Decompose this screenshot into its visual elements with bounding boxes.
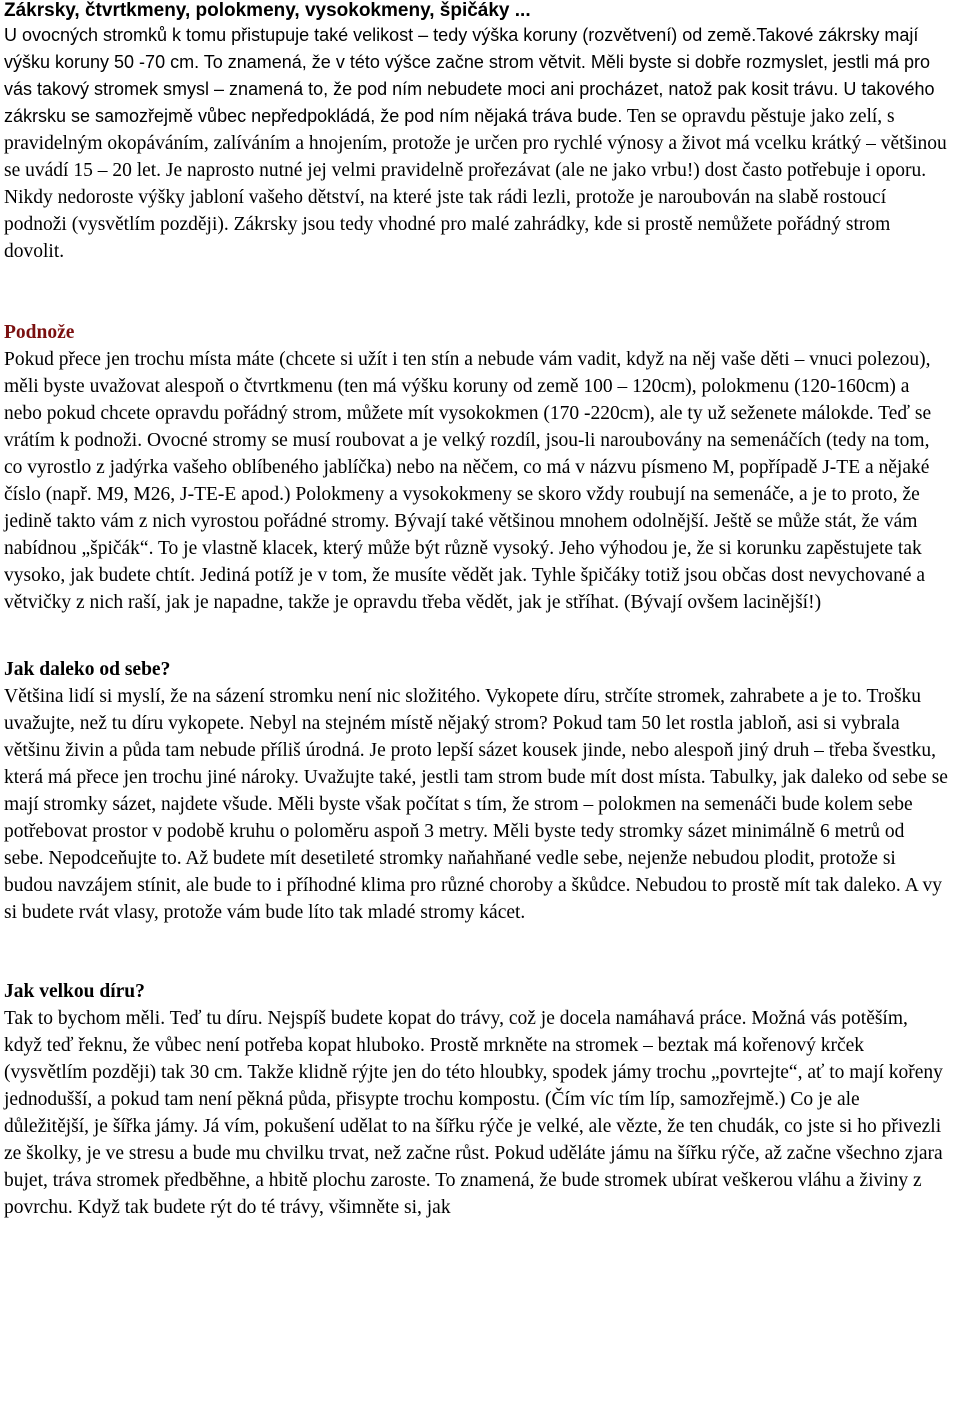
intro-sentence-4: U takového zákrsku se samozřejmě vůbec nepředpokládá, že pod ním nějaká tráva bude. (4, 79, 935, 126)
section-heading-podnoze: Podnože (4, 322, 75, 343)
section-heading-daleko: Jak daleko od sebe? (4, 659, 171, 680)
daleko-paragraph: Většina lidí si myslí, že na sázení stromku není nic složitého. Vykopete díru, strčíte stromek, zahrabete a je to. Trošku uvažujte, než tu díru vykopete. Nebyl na stejném místě nějaký strom? Pokud tam 50 let rostla jabloň, asi si vybrala většinu živin a půda tam nebude příliš úrodná. Je proto lepší sázet kousek jinde, nebo alespoň jiný druh – třeba švestku, která má přece jen trochu jiné nároky. Uvažujte také, jestli tam strom bude mít dost místa. Tabulky, jak daleko od sebe se mají stromky sázet, najdete všude. Měli byste však počítat s tím, že strom – polokmen na semenáči bude kolem sebe potřebovat prostor v podobě kruhu o poloměru aspoň 3 metry. Měli byste tedy stromky sázet minimálně 6 metrů od sebe. Nepodceňujte to. Až budete mít desetileté stromky naňahňané vedle sebe, nejenže nebudou plodit, protože si budou navzájem stínit, ale bude to i příhodné klima pro různé choroby a škůdce. Nebudou to prostě mít tak daleko. A vy si budete rvát vlasy, protože vám bude líto tak mladé stromy kácet. (4, 686, 948, 923)
document-title: Zákrsky, čtvrtkmeny, polokmeny, vysokokmeny, špičáky ... (4, 0, 531, 21)
intro-sentence-1: U ovocných stromků k tomu přistupuje také velikost – tedy výška koruny (rozvětvení) od země. (4, 25, 757, 45)
podnoze-paragraph: Pokud přece jen trochu místa máte (chcete si užít i ten stín a nebude vám vadit, když na něj vaše děti – vnuci polezou), měli byste uvažovat alespoň o čtvrtkmenu (ten má výšku koruny od země 100 – 120cm), polokmenu (120-160cm) a nebo pokud chcete opravdu pořádný strom, můžete mít vysokokmen (170 -220cm), ale ty už seženete málokde. Teď se vrátím k podnoži. Ovocné stromy se musí roubovat a je velký rozdíl, jsou-li naroubovány na semenáčích (tedy na tom, co vyrostlo z jadýrka vašeho oblíbeného jablíčka) nebo na něčem, co má v názvu písmeno M, popřípadě J-TE a nějaké číslo (např. M9, M26, J-TE-E apod.) Polokmeny a vysokokmeny se skoro vždy roubují na semenáče, a je to proto, že jedině takto vám z nich vyrostou pořádné stromy. Bývají také většinou mnohem odolnější. Ještě se může stát, že vám nabídnou „špičák“. To je vlastně klacek, který může být různě vysoký. Jeho výhodou je, že si korunku zapěstujete tak vysoko, jak budete chtít. Jediná potíž je v tom, že musíte vědět jak. Tyhle špičáky totiž jsou občas dost nevychované a větvičky z nich raší, jak je napadne, takže je opravdu třeba vědět, jak je stříhat. (Bývají ovšem lacinější!) (4, 349, 932, 613)
section-heading-dira: Jak velkou díru? (4, 981, 145, 1002)
intro-sentence-5: Ten se opravdu pěstuje jako zelí, s pravidelným okopáváním, zalíváním a hnojením, protože je určen pro rychlé výnosy a život má vcelku krátký – většinou se uvádí 15 – 20 let. Je naprosto nutné jej velmi pravidelně prořezávat (ale ne jako vrbu!) dost často potřebuje i oporu. Nikdy nedoroste výšky jabloní vašeho dětství, na které jste tak rádi lezli, protože je naroubován na slabě rostoucí podnoži (vysvětlím později). Zákrsky jsou tedy vhodné pro malé zahrádky, kde si prostě nemůžete pořádný strom dovolit. (4, 106, 947, 262)
intro-sentence-2: Takové zákrsky mají výšku koruny 50 -70 cm. To znamená, že v této výšce začne strom větvit. (4, 25, 919, 72)
dira-paragraph: Tak to bychom měli. Teď tu díru. Nejspíš budete kopat do trávy, což je docela namáhavá práce. Možná vás potěším, když teď řeknu, že vůbec není potřeba kopat hluboko. Prostě mrkněte na stromek – beztak má kořenový krček (vysvětlím později) tak 30 cm. Takže klidně rýjte jen do této hloubky, spodek jámy trochu „povrtejte“, ať to mají kořeny jednodušší, a pokud tam není pěkná půda, přisypte trochu kompostu. (Čím víc tím líp, samozřejmě.) Co je ale důležitější, je šířka jámy. Já vím, pokušení udělat to na šířku rýče je velké, ale vězte, že ten chudák, co jste si ho přivezli ze školky, je ve stresu a bude mu chvilku trvat, než začne růst. Pokud uděláte jámu na šířku rýče, až začne všechno zjara bujet, tráva stromek předběhne, a hbitě plochu zaroste. To znamená, že bude stromek ubírat veškerou vláhu a živiny z povrchu. Když tak budete rýt do té trávy, všimněte si, jak (4, 1008, 943, 1218)
intro-paragraph (4, 22, 948, 265)
spacer (4, 265, 948, 319)
intro-sentence-3: Měli byste si dobře rozmyslet, jestli má pro vás takový stromek smysl – znamená to, že pod ním nebudete moci ani procházet, natož pak kosit trávu. (4, 52, 931, 99)
spacer (4, 926, 948, 978)
spacer (4, 616, 948, 656)
